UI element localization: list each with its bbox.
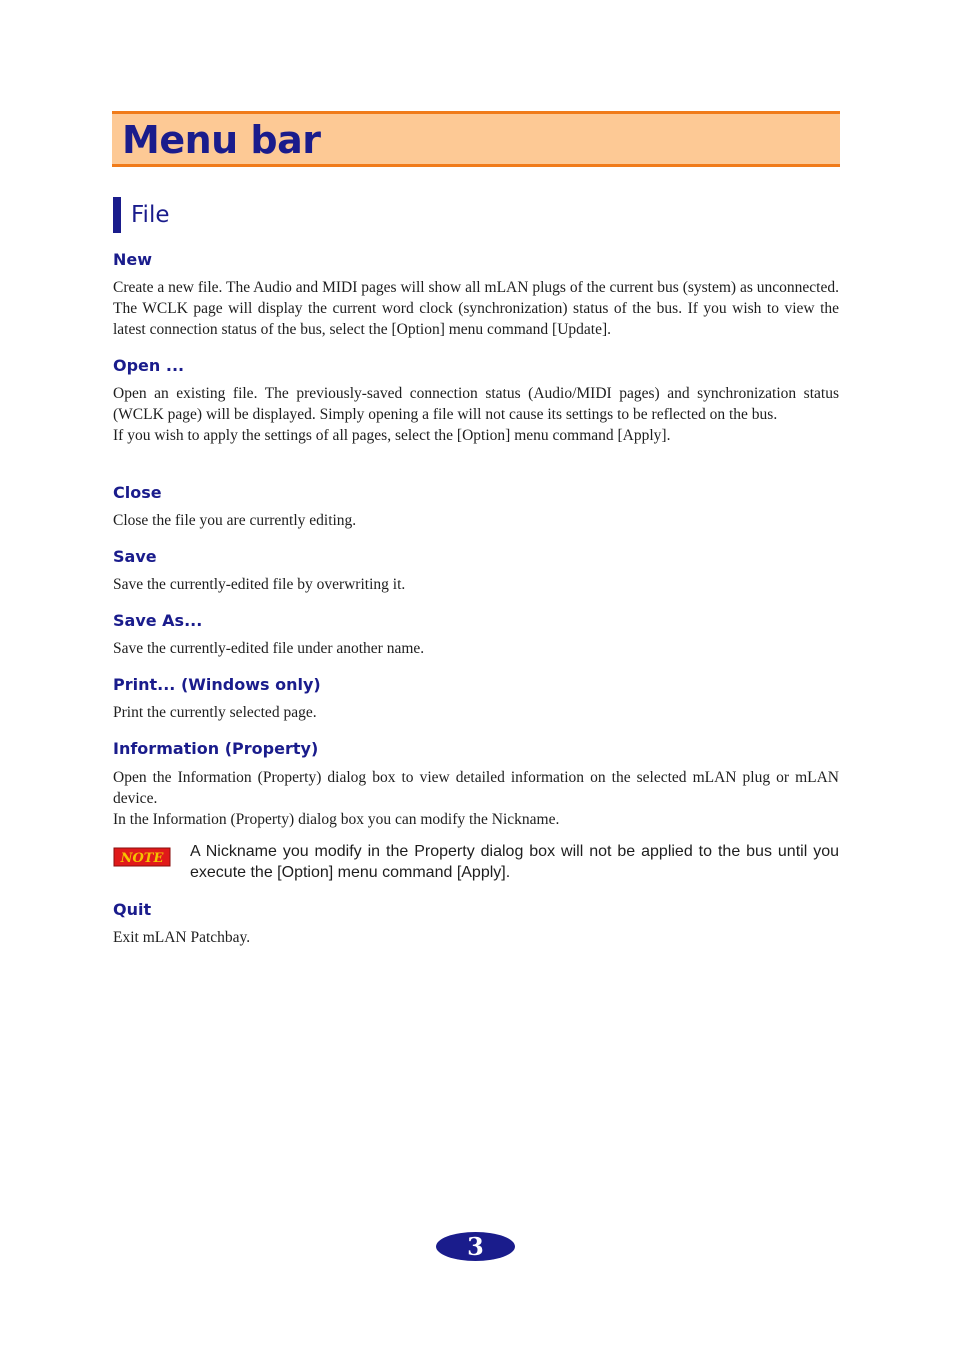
item-heading-open: Open ...: [113, 356, 185, 375]
page-number: 3: [467, 1232, 484, 1261]
note-label: NOTE: [120, 851, 164, 866]
item-body-close: [113, 510, 839, 531]
paragraph: In the Information (Property) dialog box you can modify the Nickname.: [113, 811, 560, 828]
item-body-quit: [113, 927, 839, 948]
paragraph: Save the currently-edited file by overwriting it.: [113, 576, 406, 593]
item-body-save: [113, 574, 839, 595]
item-body-open: [113, 383, 839, 446]
paragraph: Open an existing file. The previously-saved connection status (Audio/MIDI pages) and synchronization status (WCLK page) will be displayed. Simply opening a file will not cause its settings to be reflected on the bus.: [113, 385, 839, 423]
item-heading-quit: Quit: [113, 900, 152, 919]
paragraph: Open the Information (Property) dialog box to view detailed information on the selected mLAN plug or mLAN device.: [113, 769, 839, 807]
item-body-print: [113, 702, 839, 723]
item-heading-close: Close: [113, 483, 162, 502]
item-body-save-as: [113, 638, 839, 659]
paragraph: Close the file you are currently editing.: [113, 512, 357, 529]
paragraph: Create a new file. The Audio and MIDI pages will show all mLAN plugs of the current bus (system) as unconnected. The WCLK page will display the current word clock (synchronization) status of the bus. If you wish to view the latest connection status of the bus, select the [Option] menu command [Update].: [113, 279, 839, 338]
page-title: Menu bar: [122, 118, 321, 162]
item-body-new: [113, 277, 839, 340]
note-text: A Nickname you modify in the Property dialog box will not be applied to the bus until you execute the [Option] menu command [Apply].: [190, 843, 839, 881]
paragraph: Exit mLAN Patchbay.: [113, 929, 251, 946]
paragraph: If you wish to apply the settings of all pages, select the [Option] menu command [Apply].: [113, 427, 671, 444]
item-heading-information: Information (Property): [113, 739, 319, 758]
section-marker-bar: [113, 197, 121, 233]
page-title-bar: [112, 111, 840, 167]
paragraph: Save the currently-edited file under another name.: [113, 640, 425, 657]
paragraph: Print the currently selected page.: [113, 704, 317, 721]
item-heading-save: Save: [113, 547, 157, 566]
section-title: File: [131, 202, 170, 228]
item-body-information: [113, 767, 839, 830]
note-icon: [113, 847, 171, 867]
page-number-badge: [436, 1232, 515, 1261]
item-heading-save-as: Save As...: [113, 611, 203, 630]
item-heading-print: Print... (Windows only): [113, 675, 321, 694]
item-heading-new: New: [113, 250, 153, 269]
